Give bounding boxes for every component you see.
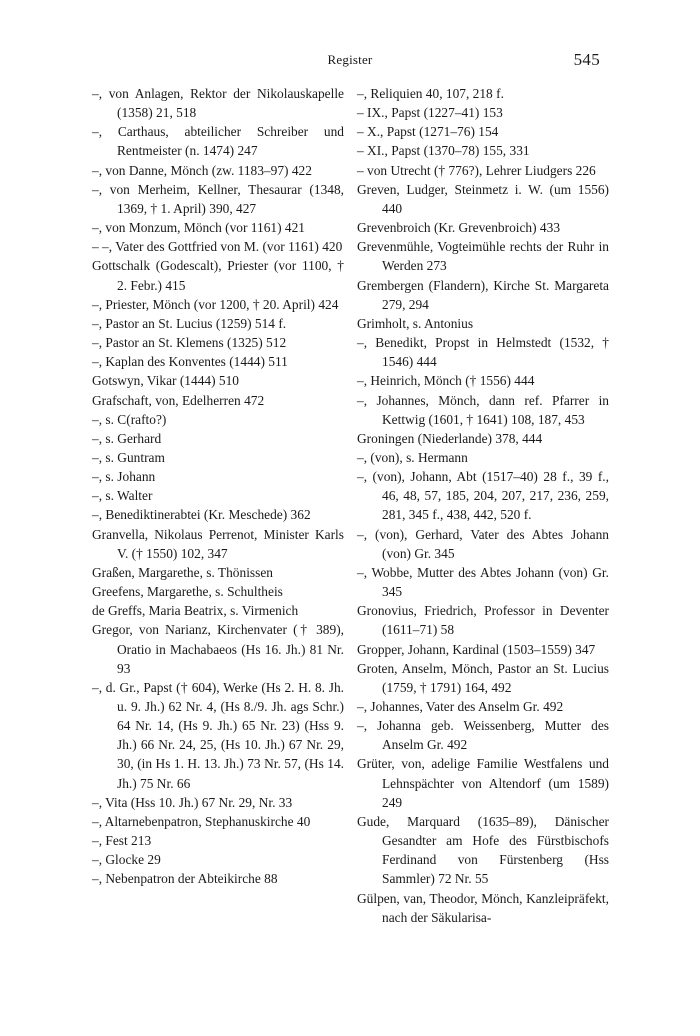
index-entry: –, Vita (Hss 10. Jh.) 67 Nr. 29, Nr. 33 [92,794,293,810]
index-entry: Gropper, Johann, Kardinal (1503–1559) 347 [357,641,596,657]
index-entry: Grevenbroich (Kr. Grevenbroich) 433 [357,220,561,236]
index-entry: –, Heinrich, Mönch († 1556) 444 [357,373,535,389]
index-entry: Groten, Anselm, Mönch, Pastor an St. Lucius (1759, † 1791) 164, 492 [357,660,609,695]
index-entry: –, von Danne, Mönch (zw. 1183–97) 422 [92,162,312,178]
index-entry: Gülpen, van, Theodor, Mönch, Kanzleipräfekt, nach der Säkularisa- [357,890,609,925]
index-entry: –, (von), Johann, Abt (1517–40) 28 f., 39 f., 46, 48, 57, 185, 204, 207, 217, 236, 259, 281, 345 f., 438, 442, 520 f. [357,469,609,523]
index-entry: – –, Vater des Gottfried von M. (vor 1161) 420 [92,239,343,255]
index-entry: –, Johannes, Vater des Anselm Gr. 492 [357,699,564,714]
index-column-right [357,84,609,927]
index-entry: –, s. Gerhard [92,430,162,446]
index-entry: Grevenmühle, Vogteimühle rechts der Ruhr in Werden 273 [357,239,609,274]
index-entry: –, s. C(rafto?) [92,411,167,427]
index-entry: –, (von), Gerhard, Vater des Abtes Johann (von) Gr. 345 [357,526,609,561]
index-entry: Graßen, Margarethe, s. Thönissen [92,564,273,580]
index-entry: –, Johanna geb. Weissenberg, Mutter des Anselm Gr. 492 [357,718,609,753]
index-entry: –, d. Gr., Papst († 604), Werke (Hs 2. H. 8. Jh. u. 9. Jh.) 62 Nr. 4, (Hs 8./9. Jh. ags Schr.) 64 Nr. 14, (Hs 9. Jh.) 65 Nr. 23) (Hss 9. Jh.) 66 Nr. 24, 25, (Hs 10. Jh.) 67 Nr. 29, 30, (in Hs 1. H. 13. Jh.) 73 Nr. 57, (Hs 14. Jh.) 75 Nr. 66 [92,679,344,791]
index-entry: –, Benediktinerabtei (Kr. Meschede) 362 [92,507,311,523]
index-entry: Greven, Ludger, Steinmetz i. W. (um 1556) 440 [357,181,609,216]
index-entry: Gude, Marquard (1635–89), Dänischer Gesandter am Hofe des Fürstbischofs Ferdinand von Fürstenberg (Hss Sammler) 72 Nr. 55 [357,813,609,887]
index-entry: –, Kaplan des Konventes (1444) 511 [92,354,288,370]
index-entry: – XI., Papst (1370–78) 155, 331 [357,143,530,159]
index-entry: –, von Merheim, Kellner, Thesaurar (1348, 1369, † 1. April) 390, 427 [92,181,344,216]
index-entry: – IX., Papst (1227–41) 153 [357,105,503,121]
index-entry: Grembergen (Flandern), Kirche St. Margareta 279, 294 [357,277,609,312]
index-entry: – von Utrecht († 776?), Lehrer Liudgers 226 [357,162,596,178]
index-entry: –, Priester, Mönch (vor 1200, † 20. April) 424 [92,296,339,312]
index-entry: Grimholt, s. Antonius [357,315,474,331]
index-entry: Gronovius, Friedrich, Professor in Deventer (1611–71) 58 [357,603,609,638]
index-entry: –, Reliquien 40, 107, 218 f. [357,86,504,101]
index-entry: –, von Anlagen, Rektor der Nikolauskapelle (1358) 21, 518 [92,86,344,121]
index-entry: –, Pastor an St. Lucius (1259) 514 f. [92,315,287,331]
index-entry: Granvella, Nikolaus Perrenot, Minister Karls V. († 1550) 102, 347 [92,526,344,561]
index-entry: Gottschalk (Godescalt), Priester (vor 1100, † 2. Febr.) 415 [92,258,344,293]
index-entry: Greefens, Margarethe, s. Schultheis [92,584,283,600]
index-entry: Gotswyn, Vikar (1444) 510 [92,373,239,389]
index-entry: Grafschaft, von, Edelherren 472 [92,392,265,408]
running-title: Register [327,52,373,67]
index-entry: –, s. Johann [92,469,156,485]
index-entry: – X., Papst (1271–76) 154 [357,124,499,140]
index-entry: –, (von), s. Hermann [357,449,468,465]
index-entry: –, s. Guntram [92,449,165,465]
index-entry: –, Glocke 29 [92,852,161,868]
index-entry: de Greffs, Maria Beatrix, s. Virmenich [92,603,299,619]
index-entry: –, s. Walter [92,488,153,504]
index-entry: –, Johannes, Mönch, dann ref. Pfarrer in Kettwig (1601, † 1641) 108, 187, 453 [357,392,609,427]
index-entry: –, Nebenpatron der Abteikirche 88 [92,871,278,887]
page-number: 545 [573,50,600,69]
index-entry: –, Fest 213 [92,833,152,849]
index-entry: Grüter, von, adelige Familie Westfalens und Lehnspächter von Altendorf (um 1589) 249 [357,756,609,810]
index-entry: –, Pastor an St. Klemens (1325) 512 [92,335,287,351]
index-entry: Gregor, von Narianz, Kirchenvater († 389), Oratio in Machabaeos (Hs 16. Jh.) 81 Nr. 93 [92,622,344,676]
index-entry: –, von Monzum, Mönch (vor 1161) 421 [92,220,305,236]
index-entry: –, Benedikt, Propst in Helmstedt (1532, † 1546) 444 [357,335,609,370]
index-entry: –, Carthaus, abteilicher Schreiber und Rentmeister (n. 1474) 247 [92,124,344,159]
index-entry: –, Wobbe, Mutter des Abtes Johann (von) Gr. 345 [357,564,609,600]
index-entry: –, Altarnebenpatron, Stephanuskirche 40 [92,813,311,829]
index-entry: Groningen (Niederlande) 378, 444 [357,430,543,446]
index-column-left [92,84,344,889]
